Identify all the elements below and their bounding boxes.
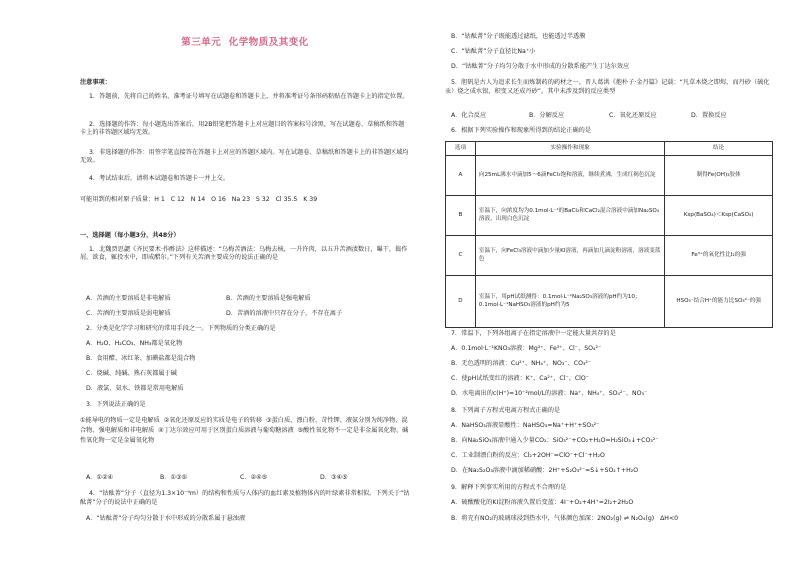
q6-table (445, 141, 773, 328)
q9-option-b: B．将充有NO₂的玻璃球浸到热水中，气体颜色加深：2NO₂(g) ⇌ N₂O₄(g) ΔH<0 (451, 515, 679, 522)
q6-row-b-conclusion: Ksp(BaSO₄)＜Ksp(CaSO₄) (665, 196, 773, 236)
q5-option-b: B．分解反应 (529, 112, 565, 119)
q6-row-d-operation: 室温下，用pH试纸测得：0.1mol·L⁻¹Na₂SO₃溶液的pH约为10；0.1mol·L⁻¹NaHSO₃溶液的pH约为5 (475, 276, 664, 328)
q6-header-conclusion: 结论 (665, 142, 773, 156)
table-row (446, 276, 773, 328)
q4-option-a: A．“钴酞菁”分子均匀分散于水中形成的分散系属于悬浊液 (86, 515, 246, 522)
q6-row-d-option: D (446, 276, 476, 328)
q5-option-d: D．置换反应 (691, 112, 727, 119)
q2-option-c: C．烧碱、纯碱、熟石灰都属于碱 (86, 370, 177, 377)
q1-option-b: B．苦酒的主要溶质是强电解质 (226, 295, 311, 302)
section-choice-heading: 一、选择题（每小题3分，共48分） (80, 232, 180, 239)
q3-statements: ①能导电的物质一定是电解质 ②氧化还原反应的实质是电子的转移 ③蛋白质、漂白粉、苛性钾、液氨分别为纯净物、混合物、强电解质和非电解质 ④丁达尔效应可用于区别蛋白质溶液与葡萄糖溶液 ⑤酸性氧化物不一定是非金属氧化物，碱性氧化物一定是金属氧化物 (80, 417, 409, 444)
q6-header-operation: 实验操作和现象 (475, 142, 664, 156)
q7-stem: 7．常温下，下列各组离子在指定溶液中一定能大量共存的是 (451, 330, 616, 337)
q9-option-a: A．硫酸酸化的KI淀粉溶液久置后变蓝：4I⁻+O₂+4H⁺=2I₂+2H₂O (451, 499, 634, 506)
q6-row-a-option: A (446, 156, 476, 196)
q6-row-b-option: B (446, 196, 476, 236)
q4-option-d: D．“钴酞菁”分子均匀分散于水中形成的分散系能产生丁达尔效应 (451, 63, 630, 70)
q1-option-d: D．苦酒的溶液中只存在分子，不存在离子 (226, 310, 343, 317)
q1-option-c: C．苦酒的主要溶质是弱电解质 (86, 310, 171, 317)
notice-item-3: 3．非选择题的作答：用签字笔直接答在答题卡上对应的答题区域内。写在试题卷、草稿纸和答题卡上的非答题区域均无效。 (80, 149, 409, 164)
q7-option-d: D．水电离出的c(H⁺)=10⁻²mol/L的溶液：Na⁺、NH₄⁺、SO₄²⁻、NO₃⁻ (451, 390, 648, 397)
q6-row-d-conclusion: HSO₃⁻结合H⁺的能力比SO₃²⁻的强 (665, 276, 773, 328)
q5-option-a: A．化合反应 (451, 112, 487, 119)
q6-row-a-conclusion: 制得Fe(OH)₃胶体 (665, 156, 773, 196)
q5-option-c: C．氧化还原反应 (609, 112, 657, 119)
q6-stem: 6．根据下列实验操作和现象所得到的结论正确的是 (451, 127, 592, 134)
q2-stem: 2．分类是化学学习和研究的常用手段之一。下列物质的分类正确的是 (86, 325, 276, 332)
notice-item-2: 2．选择题的作答：每小题选出答案后，用2B铅笔把答题卡上对应题目的答案标号涂黑，写在试题卷、草稿纸和答题卡上的非答题区域均无效。 (80, 121, 405, 136)
q3-option-a: A．①②④ (86, 474, 114, 481)
q7-option-c: C．使pH试纸变红的溶液：K⁺、Ca²⁺、Cl⁻、ClO⁻ (451, 375, 590, 382)
q1-stem: 1．北魏贾思勰《齐民要术·作酢法》这样描述：“乌梅苦酒法：乌梅去核，一升许肉，以五升苦酒渍数日，曝干，捣作屑。欲食，辄投水中，即成醋尔。”下列有关苦酒主要成分的说法正确的是 (80, 246, 408, 261)
q6-table-header (446, 142, 773, 156)
q8-option-a: A．NaHSO₃溶液显酸性：NaHSO₃=Na⁺+H⁺+SO₃²⁻ (451, 422, 600, 429)
q6-header-option: 选项 (446, 142, 476, 156)
atomic-masses: 可能用到的相对原子质量：H 1 C 12 N 14 O 16 Na 23 S 32 Cl 35.5 K 39 (80, 196, 318, 203)
q6-row-c-conclusion: Fe³⁺的氧化性比I₂的强 (665, 236, 773, 276)
notice-item-4: 4．考试结束后，请将本试题卷和答题卡一并上交。 (89, 175, 230, 182)
q2-option-a: A．H₂O、H₂CO₃、NH₃都是氧化物 (86, 340, 183, 347)
q3-option-d: D．③④⑤ (320, 474, 348, 481)
exam-title: 第三单元 化学物质及其变化 (181, 37, 309, 48)
q4-option-c: C．“钴酞菁”分子直径比Na⁺小 (451, 48, 536, 55)
q2-option-b: B．食用醋、冰红茶、加碘盐都是混合物 (86, 355, 196, 362)
q5-stem: 5．胆矾是古人为追求长生而炼制药的药材之一。晋人葛洪《抱朴子·金丹篇》记载：“凡草木烧之即烬，而丹砂（硫化汞）烧之成水银，积变又还成丹砂”。其中未涉及到的反应类型 (445, 79, 770, 95)
q8-option-c: C．工业制漂白粉的反应：Cl₂+2OH⁻=ClO⁻+Cl⁻+H₂O (451, 452, 605, 459)
q4-stem: 4．“钴酞菁”分子（直径为1.3×10⁻⁹m）的结构和性质与人体内的血红素及植物体内的叶绿素非常相似。下列关于“钴酞菁”分子的说法中正确的是 (80, 490, 410, 506)
table-row (446, 196, 773, 236)
q8-stem: 8．下列离子方程式电离方程式正确的是 (451, 407, 561, 414)
q6-row-c-option: C (446, 236, 476, 276)
q3-option-c: C．②④⑤ (240, 474, 268, 481)
q7-option-a: A．0.1mol·L⁻¹KNO₃溶液：Mg²⁺、Fe³⁺、Cl⁻、SO₄²⁻ (451, 345, 602, 352)
q3-stem: 3．下列说法正确的是 (86, 401, 146, 408)
notice-heading: 注意事项： (80, 79, 111, 86)
q1-option-a: A．苦酒的主要溶质是非电解质 (86, 295, 171, 302)
q3-option-b: B．①③⑤ (160, 474, 188, 481)
table-row (446, 236, 773, 276)
q8-option-d: D．在Na₂S₂O₃溶液中滴加稀硝酸：2H⁺+S₂O₃²⁻=S↓+SO₂↑+H₂O (451, 467, 639, 474)
q7-option-b: B．无色透明的溶液：Cu²⁺、NH₄⁺、NO₃⁻、CO₃²⁻ (451, 360, 592, 367)
q6-row-b-operation: 室温下，向浓度均为0.1mol·L⁻¹的BaCl₂和CaCl₂混合溶液中滴加Na₂SO₄溶液，出现白色沉淀 (475, 196, 664, 236)
q2-option-d: D．液氯、氨水、铁都是常用电解质 (86, 385, 184, 392)
table-row (446, 156, 773, 196)
q9-stem: 9．解释下列事实所用的方程式不合理的是 (451, 484, 567, 491)
q8-option-b: B．向Na₂SiO₃溶液中通入少量CO₂：SiO₃²⁻+CO₂+H₂O=H₂SiO₃↓+CO₃²⁻ (451, 437, 659, 444)
q4-option-b: B．“钴酞菁”分子既能透过滤纸，也能透过半透膜 (451, 33, 586, 40)
q6-row-c-operation: 室温下，向FeCl₃溶液中滴加少量KI溶液，再滴加几滴淀粉溶液，溶液变蓝色 (475, 236, 664, 276)
q6-row-a-operation: 向25mL沸水中滴加5～6滴FeCl₃饱和溶液，继续煮沸，生成红褐色沉淀 (475, 156, 664, 196)
notice-item-1: 1．答题前，先将自己的姓名、准考证号填写在试题卷和答题卡上，并将准考证号条形码粘贴在答题卡上的指定位置。 (89, 93, 409, 100)
